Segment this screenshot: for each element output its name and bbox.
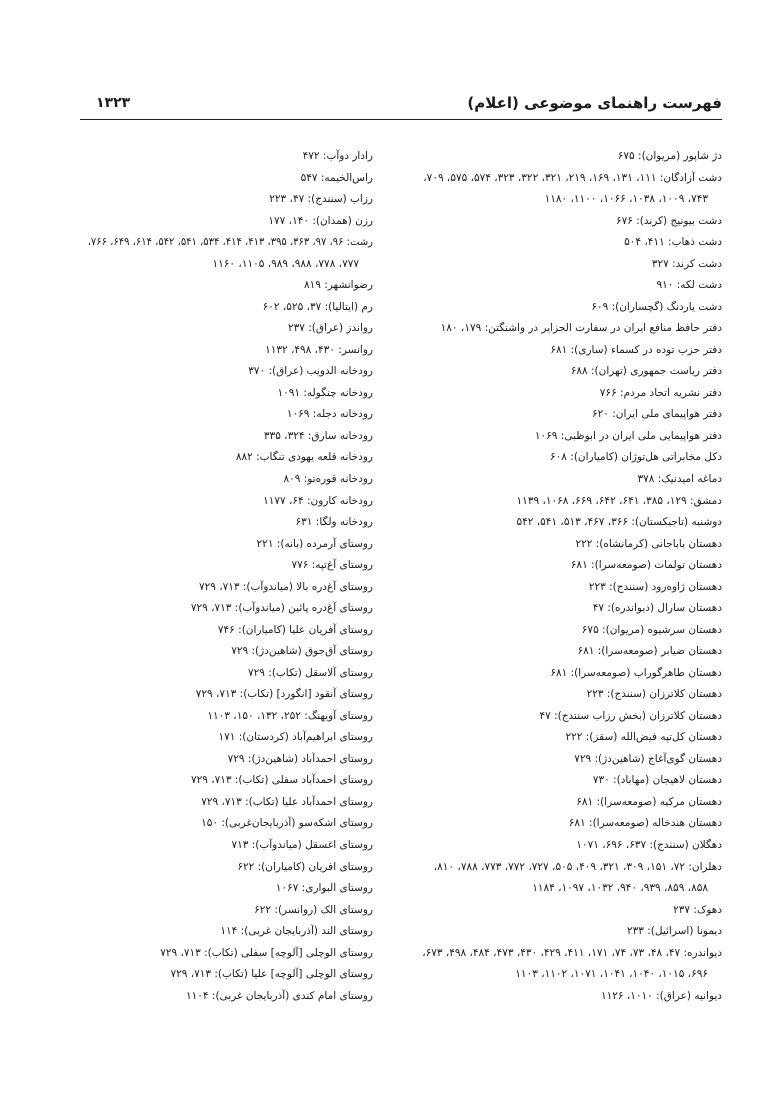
index-entry: دشت یاردنگ (گچساران): ۶۰۹ [591, 300, 722, 313]
index-entry-continuation: ۸۵۸، ۸۵۹، ۹۳۹، ۹۴۰، ۱۰۳۲، ۱۰۹۷، ۱۱۸۴ [532, 882, 708, 895]
index-entry: دهستان تولمات (صومعه‌سرا): ۶۸۱ [570, 559, 722, 572]
index-entry: روستای آرمرده (بانه): ۲۲۱ [256, 537, 373, 550]
index-entry: روستای آفریان علیا (کامیاران): ۷۴۶ [217, 623, 373, 636]
index-entry: دشت لکه: ۹۱۰ [656, 279, 722, 292]
index-entry: رودخانه دجله: ۱۰۶۹ [286, 408, 373, 421]
index-entry: روستای ابراهیم‌آباد (کردستان): ۱۷۱ [218, 731, 373, 744]
index-entry: دفتر هواپیمای ملی ایران: ۶۲۰ [591, 408, 722, 421]
index-entry: دهستان طاهرگوراب (صومعه‌سرا): ۶۸۱ [550, 666, 722, 679]
index-entry: روستای اشکه‌سو (آذربایجان‌غربی): ۱۵۰ [201, 817, 373, 830]
index-entry: رزن (همدان): ۱۴۰، ۱۷۷ [268, 214, 373, 227]
index-entry: رودخانه قلعه یهودی تنگاب: ۸۸۲ [235, 451, 373, 464]
index-entry: دهستان ضیابر (صومعه‌سرا): ۶۸۱ [577, 645, 722, 658]
index-entry: رودخانه الدویب (عراق): ۳۷۰ [248, 365, 373, 378]
index-entry: روستای آغ‌دره بالا (میاندوآب): ۷۱۳، ۷۲۹ [198, 580, 373, 593]
page-number: ۱۳۲۳ [96, 95, 131, 111]
index-entry: روستای الک (روانسر): ۶۲۲ [254, 903, 373, 916]
index-entry: دهستان هندخاله (صومعه‌سرا): ۶۸۱ [568, 817, 722, 830]
index-entry: رواندز (عراق): ۲۳۷ [287, 322, 373, 335]
index-entry: دفتر هواپیمایی ملی ایران در ابوظبی: ۱۰۶۹ [534, 429, 722, 442]
index-entry: روستای افریان (کامیاران): ۶۲۲ [237, 860, 373, 873]
index-entry-continuation: ۷۴۳، ۱۰۰۹، ۱۰۳۸، ۱۰۶۶، ۱۱۰۰، ۱۱۸۰ [544, 193, 708, 206]
index-entry-continuation: ۷۷۷، ۷۷۸، ۹۸۸، ۹۸۹، ۱۱۰۵، ۱۱۶۰ [212, 257, 359, 270]
index-entry: روستای الوچلی [آلوچه] علیا (تکاب): ۷۱۳، ۷۲۹ [170, 968, 373, 981]
index-entry: رودخانه چنگوله: ۱۰۹۱ [277, 386, 373, 399]
index-entry: رودخانه کارون: ۶۴، ۱۱۷۷ [263, 494, 373, 507]
index-entry: دفتر حافظ منافع ایران در سفارت الجزایر در واشنگتن: ۱۷۹، ۱۸۰ [440, 322, 722, 335]
index-entry: دفتر حزب توده در کسماء (ساری): ۶۸۱ [550, 343, 722, 356]
index-entry: دشت بیونیج (کرند): ۶۷۶ [615, 214, 722, 227]
index-entry: رودخانه سارق: ۳۲۴، ۳۳۵ [263, 429, 373, 442]
index-entry: دمشق: ۱۲۹، ۳۸۵، ۶۴۱، ۶۴۲، ۶۶۹، ۱۰۶۸، ۱۱۳۹ [516, 494, 722, 507]
index-entry: دشت ذهاب: ۴۱۱، ۵۰۴ [624, 236, 722, 249]
index-entry: روستای آلاسقل (تکاب): ۷۲۹ [248, 666, 373, 679]
index-entry: روستای احمدآباد علیا (تکاب): ۷۱۳، ۷۲۹ [201, 795, 373, 808]
index-entry: دهستان سارال (دیواندره): ۴۷ [592, 602, 722, 615]
index-entry: دژ شاپور (مریوان): ۶۷۵ [617, 150, 722, 162]
index-entry: رم (ایتالیا): ۳۷، ۵۲۵، ۶۰۲ [262, 300, 373, 313]
index-entry: دهستان کلاترزان (سنندج): ۲۲۳ [586, 688, 722, 701]
index-column-left [88, 146, 373, 1007]
index-entry: دفتر ریاست جمهوری (تهران): ۶۸۸ [570, 365, 722, 378]
index-entry: دهستان گوی‌آغاج (شاهین‌دژ): ۷۲۹ [574, 752, 722, 765]
index-entry: روستای اغسقل (میاندوآب): ۷۱۳ [231, 839, 373, 851]
index-entry: دماغه امیدنیک: ۳۷۸ [637, 472, 722, 485]
index-entry: دهستان ژاوه‌رود (سنندج): ۲۲۳ [588, 580, 722, 593]
index-entry: روستای آویهنگ: ۲۵۲، ۱۳۲، ۱۵۰، ۱۱۰۳ [207, 709, 373, 722]
index-entry: دهوک: ۲۳۷ [673, 903, 722, 916]
index-entry: دهستان لاهیجان (مهاباد): ۷۳۰ [592, 774, 722, 787]
index-entry: دهستان باباجانی (کرمانشاه): ۲۲۲ [575, 537, 722, 550]
index-entry: روستای احمدآباد سفلی (تکاب): ۷۱۳، ۷۲۹ [190, 774, 373, 787]
index-entry: راس‌الخیمه: ۵۴۷ [300, 171, 373, 184]
header-rule [80, 119, 722, 120]
index-entry: رودخانه ولگا: ۶۳۱ [295, 516, 373, 529]
index-entry: دهستان کلاترزان (بخش رزاب سنندج): ۴۷ [539, 709, 722, 722]
index-entry: دهگلان (سنندج): ۶۳۷، ۶۹۶، ۱۰۷۱ [576, 839, 722, 851]
index-entry: روستای الوچلی [آلوچه] سفلی (تکاب): ۷۱۳، ۷۲۹ [160, 946, 373, 959]
index-entry: روستای آنقود [انگورد] (تکاب): ۷۱۳، ۷۲۹ [195, 688, 373, 701]
index-entry: روستای البواری: ۱۰۶۷ [275, 882, 373, 895]
index-entry: روستای احمدآباد (شاهین‌دژ): ۷۲۹ [227, 752, 373, 765]
index-entry: دهلران: ۷۲، ۱۵۱، ۳۰۹، ۳۲۱، ۴۰۹، ۵۰۵، ۷۲۷، ۷۷۲، ۷۷۳، ۷۸۸، ۸۱۰، [433, 860, 722, 873]
index-entry: روانسر: ۴۳۰، ۴۹۸، ۱۱۳۲ [265, 343, 373, 356]
index-entry: دیوانیه (عراق): ۱۰۱۰، ۱۱۲۶ [600, 989, 722, 1002]
index-entry: رودخانه قوره‌تو: ۸۰۹ [283, 472, 373, 485]
index-entry: دیواندره: ۴۷، ۴۸، ۷۳، ۷۴، ۱۷۱، ۴۱۱، ۴۲۹، ۴۳۰، ۴۷۳، ۴۸۴، ۴۹۸، ۶۷۳، [422, 946, 722, 959]
index-entry: دهستان مرکیه (صومعه‌سرا): ۶۸۱ [576, 795, 722, 808]
index-entry: دهستان کل‌تپه فیض‌الله (سقز): ۲۲۲ [565, 731, 722, 744]
index-entry: روستای آغ‌دره پائین (میاندوآب): ۷۱۳، ۷۲۹ [190, 602, 373, 615]
index-entry: روستای آق‌جوق (شاهین‌دژ): ۷۲۹ [231, 645, 373, 658]
index-entry: رادار دوآب: ۴۷۲ [302, 150, 373, 162]
index-entry-continuation: ۶۹۶، ۱۰۱۵، ۱۰۴۰، ۱۰۴۱، ۱۰۷۱، ۱۱۰۲، ۱۱۰۳ [515, 968, 708, 981]
index-column-right [404, 146, 722, 1007]
index-entry: روستای امام کندی (آذربایجان غربی): ۱۱۰۴ [186, 989, 373, 1002]
index-entry: دهستان سرشیوه (مریوان): ۶۷۵ [581, 623, 722, 636]
index-entry: دکل مخابراتی هل‌توژان (کامیاران): ۶۰۸ [550, 451, 722, 464]
index-entry: رضوانشهر: ۸۱۹ [303, 279, 373, 292]
index-entry: دیمونا (اسرائیل): ۲۳۳ [626, 925, 722, 938]
index-entry: روستای الند (آذربایجان غربی): ۱۱۴ [220, 925, 373, 938]
index-entry: دشت آزادگان: ۱۱۱، ۱۳۱، ۱۶۹، ۲۱۹، ۳۲۱، ۳۲۲، ۳۲۳، ۵۷۴، ۵۷۵، ۷۰۹، [423, 171, 722, 184]
index-entry: دفتر نشریه اتحاد مردم: ۷۶۶ [599, 386, 722, 399]
index-entry: دوشنبه (تاجیکستان): ۳۶۶، ۴۶۷، ۵۱۳، ۵۴۱، ۵۴۲ [516, 516, 722, 529]
page-title: فهرست راهنمای موضوعی (اعلام) [467, 94, 722, 112]
index-entry: دشت کرند: ۳۲۷ [651, 257, 722, 270]
index-entry: رشت: ۹۶، ۹۷، ۳۶۳، ۳۹۵، ۴۱۳، ۴۱۴، ۵۳۴، ۵۴۱، ۵۴۲، ۶۱۴، ۶۴۹، ۷۶۶، [87, 236, 373, 249]
index-entry: رزاب (سنندج): ۴۷، ۲۲۳ [269, 193, 373, 206]
index-entry: روستای آغ‌تپه: ۷۷۶ [291, 559, 373, 572]
